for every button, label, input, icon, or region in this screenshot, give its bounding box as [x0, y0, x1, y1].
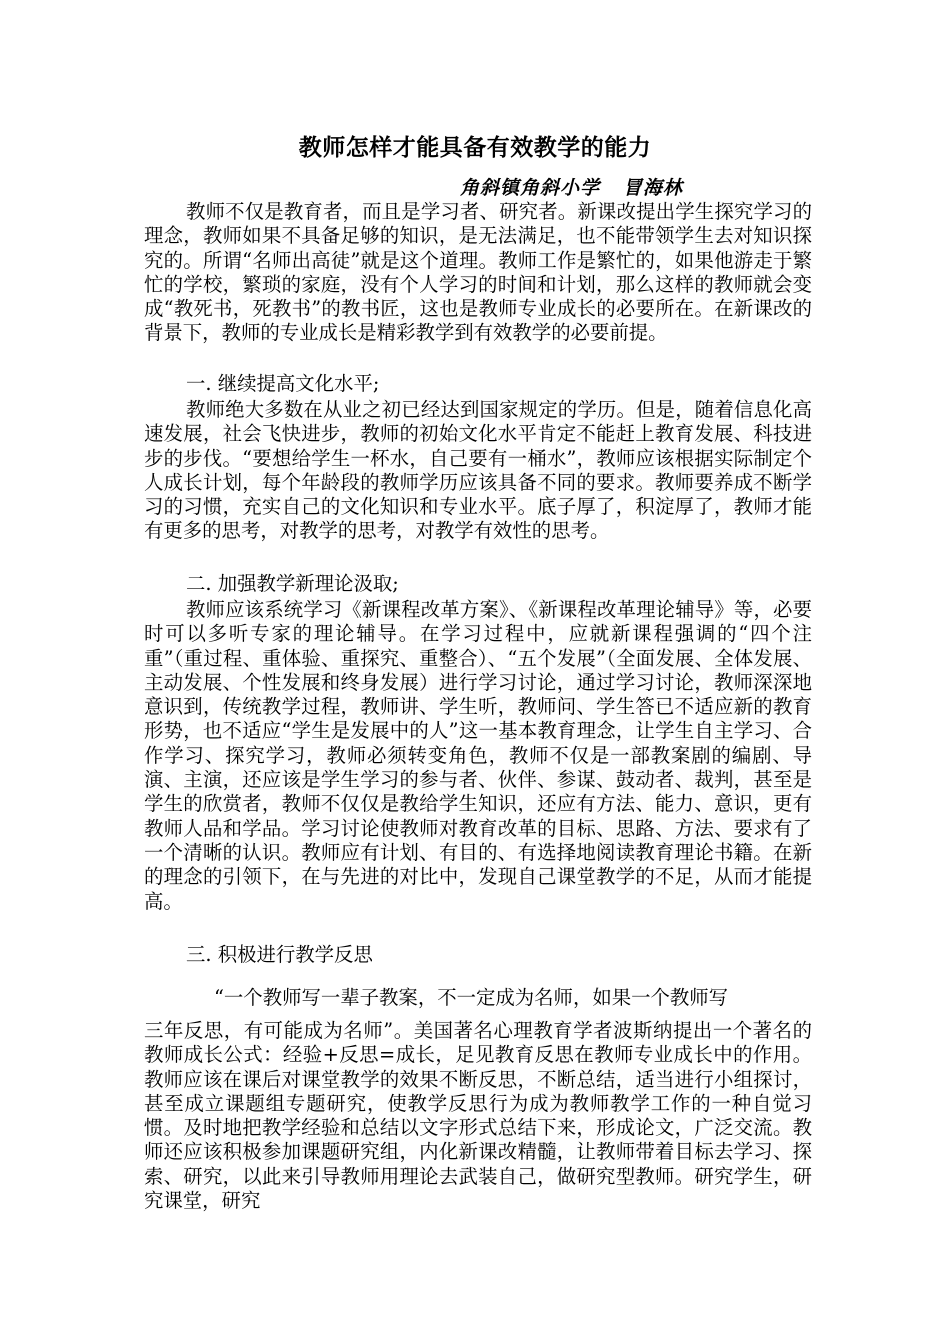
- section-heading-1: 一. 继续提高文化水平;: [186, 372, 380, 395]
- paragraph-section-2: 教师应该系统学习《新课程改革方案》、《新课程改革理论辅导》等，必要时可以多听专家的理论辅导。在学习过程中，应就新课程强调的“四个注重”（重过程、重体验、重探究、重整合）、“五个发展”（全面发展、全体发展、主动发展、个性发展和终身发展）进行学习讨论，通过学习讨论，教师深深地意识到，传统教学过程，教师讲、学生听，教师问、学生答已不适应新的教育形势，也不适应“学生是发展中的人”这一基本教育理念，让学生自主学习、合作学习、探究学习，教师必须转变角色，教师不仅是一部教案剧的编剧、导演、主演，还应该是学生学习的参与者、伙伴、参谋、鼓动者、裁判，甚至是学生的欣赏者，教师不仅仅是教给学生知识，还应有方法、能力、意识，更有教师人品和学品。学习讨论使教师对教育改革的目标、思路、方法、要求有了一个清晰的认识。教师应有计划、有目的、有选择地阅读教育理论书籍。在新的理念的引领下，在与先进的对比中，发现自己课堂教学的不足，从而才能提高。: [144, 598, 812, 913]
- document-title: 教师怎样才能具备有效教学的能力: [298, 135, 652, 161]
- section-heading-2: 二. 加强教学新理论汲取;: [186, 572, 399, 595]
- paragraph-intro: 教师不仅是教育者，而且是学习者、研究者。新课改提出学生探究学习的理念，教师如果不具备足够的知识，是无法满足，也不能带领学生去对知识探究的。所谓“名师出高徒”就是这个道理。教师工作是繁忙的，如果他游走于繁忙的学校，繁琐的家庭，没有个人学习的时间和计划，那么这样的教师就会变成“教死书，死教书”的教书匠，这也是教师专业成长的必要所在。在新课改的背景下，教师的专业成长是精彩教学到有效教学的必要前提。: [144, 200, 812, 345]
- author-line: 角斜镇角斜小学 冒海林: [460, 177, 683, 199]
- paragraph-section-3: 三年反思，有可能成为名师”。美国著名心理教育学者波斯纳提出一个著名的教师成长公式：经验+反思=成长，足见教育反思在教师专业成长中的作用。教师应该在课后对课堂教学的效果不断反思，不断总结，适当进行小组探讨，甚至成立课题组专题研究，使教学反思行为成为教师教学工作的一种自觉习惯。及时地把教学经验和总结以文字形式总结下来，形成论文，广泛交流。教师还应该积极参加课题研究组，内化新课改精髓，让教师带着目标去学习、探索、研究，以此来引导教师用理论去武装自己，做研究型教师。研究学生，研究课堂，研究: [144, 1019, 812, 1213]
- paragraph-section-1: 教师绝大多数在从业之初已经达到国家规定的学历。但是，随着信息化高速发展，社会飞快进步，教师的初始文化水平肯定不能赶上教育发展、科技进步的步伐。“要想给学生一杯水，自己要有一桶水”，教师应该根据实际制定个人成长计划，每个年龄段的教师学历应该具备不同的要求。教师要养成不断学习的习惯，充实自己的文化知识和专业水平。底子厚了，积淀厚了，教师才能有更多的思考，对教学的思考，对教学有效性的思考。: [144, 398, 812, 543]
- quote-line: “一个教师写一辈子教案，不一定成为名师，如果一个教师写: [214, 986, 729, 1009]
- section-heading-3: 三. 积极进行教学反思: [186, 943, 373, 966]
